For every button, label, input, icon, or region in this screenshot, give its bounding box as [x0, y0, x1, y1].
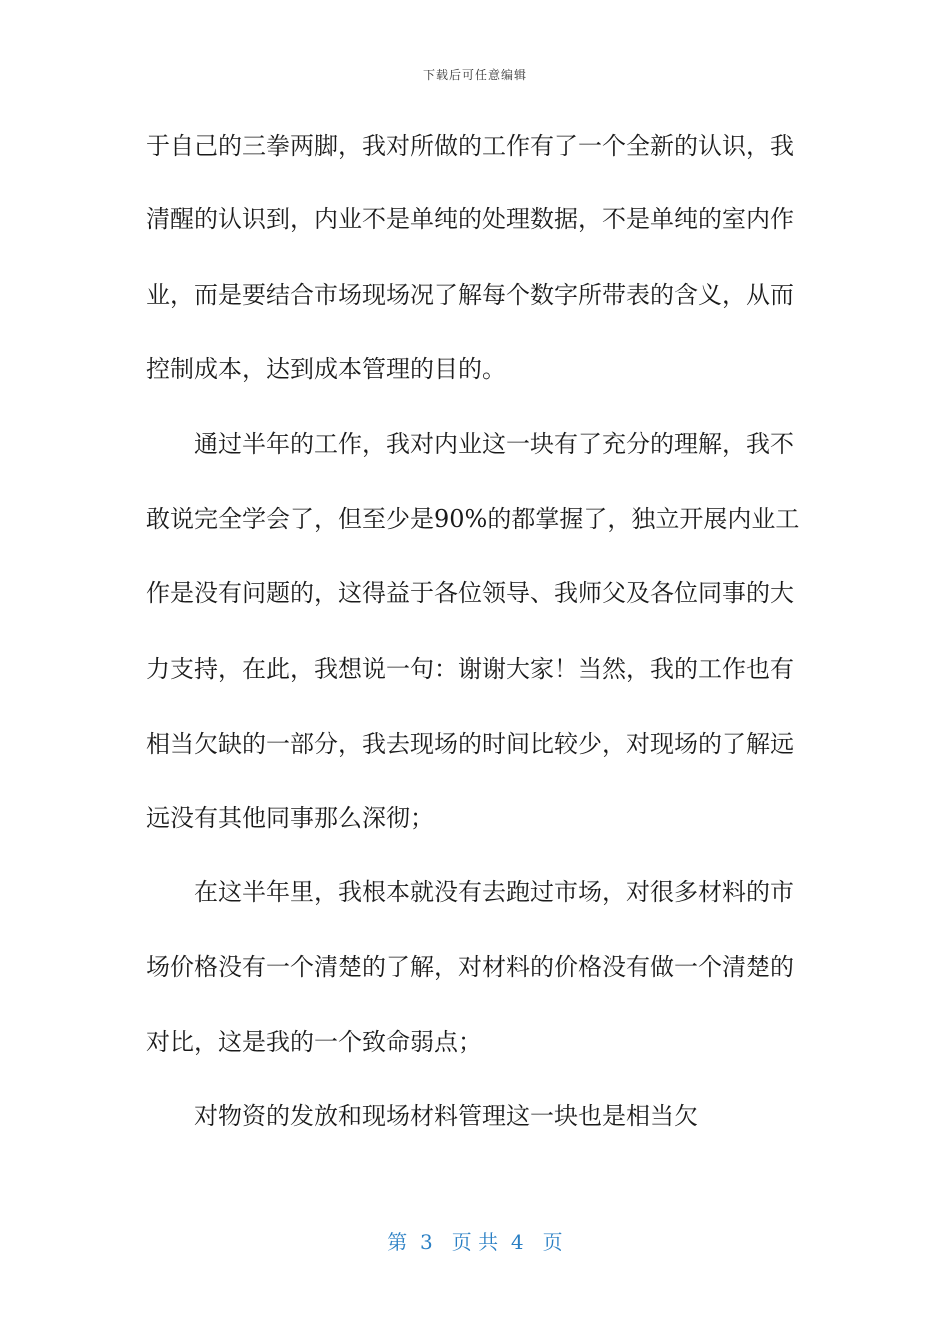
page-number-footer: 第 3 页 共 4 页 — [387, 1230, 563, 1254]
paragraph-1-line-2: 清醒的认识到，内业不是单纯的处理数据，不是单纯的室内作 — [146, 205, 794, 233]
paragraph-1-line-1: 于自己的三拳两脚，我对所做的工作有了一个全新的认识，我 — [146, 132, 794, 160]
paragraph-3-line-1: 在这半年里，我根本就没有去跑过市场，对很多材料的市 — [194, 878, 794, 906]
paragraph-2-line-6: 远没有其他同事那么深彻； — [146, 804, 434, 832]
paragraph-2-line-3: 作是没有问题的，这得益于各位领导、我师父及各位同事的大 — [146, 579, 794, 607]
paragraph-4-line-1: 对物资的发放和现场材料管理这一块也是相当欠 — [194, 1102, 698, 1130]
page-header: 下载后可任意编辑 — [422, 68, 527, 82]
paragraph-1-line-4: 控制成本，达到成本管理的目的。 — [146, 355, 506, 383]
paragraph-2-line-1: 通过半年的工作，我对内业这一块有了充分的理解，我不 — [194, 430, 794, 458]
paragraph-2-line-4: 力支持，在此，我想说一句：谢谢大家！当然，我的工作也有 — [146, 655, 794, 683]
paragraph-1-line-3: 业，而是要结合市场现场况了解每个数字所带表的含义，从而 — [146, 281, 794, 309]
paragraph-2-line-2: 敢说完全学会了，但至少是90%的都掌握了，独立开展内业工 — [146, 505, 800, 533]
paragraph-3-line-3: 对比，这是我的一个致命弱点； — [146, 1028, 482, 1056]
paragraph-2-line-5: 相当欠缺的一部分，我去现场的时间比较少，对现场的了解远 — [146, 730, 794, 758]
paragraph-3-line-2: 场价格没有一个清楚的了解，对材料的价格没有做一个清楚的 — [146, 953, 794, 981]
